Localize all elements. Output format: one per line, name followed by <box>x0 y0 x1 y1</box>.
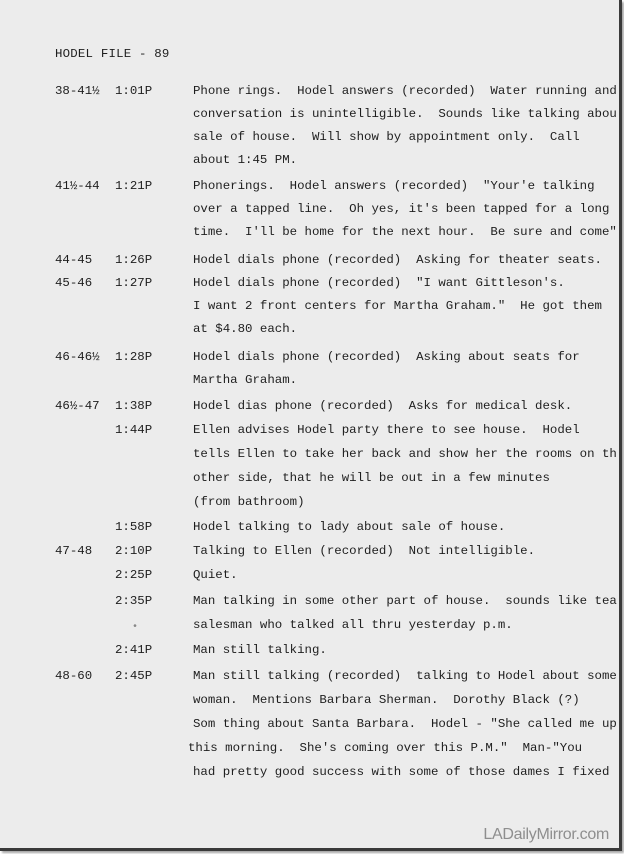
entry-text-line: over a tapped line. Oh yes, it's been tapped for a long <box>193 202 610 216</box>
entry-time: 1:38P <box>115 399 153 413</box>
entry-text-line: Hodel dials phone (recorded) Asking for theater seats. <box>193 253 602 267</box>
entry-text-line: Man still talking. <box>193 643 327 657</box>
entry-time: 2:35P <box>115 594 153 608</box>
entry-text-line: I want 2 front centers for Martha Graham." He got them <box>193 299 602 313</box>
entry-time: 1:27P <box>115 276 153 290</box>
entry-text-line: Hodel dias phone (recorded) Asks for medical desk. <box>193 399 573 413</box>
entry-text-line: Quiet. <box>193 568 238 582</box>
entry-text-line: Hodel talking to lady about sale of house. <box>193 520 506 534</box>
entry-time: 1:44P <box>115 423 153 437</box>
entry-range: 48-60 <box>55 669 93 683</box>
entry-text-line: about 1:45 PM. <box>193 153 298 167</box>
entry-text-line: Talking to Ellen (recorded) Not intelligible. <box>193 544 536 558</box>
entry-time: 2:10P <box>115 544 153 558</box>
entry-text-line: time. I'll be home for the next hour. Be sure and come" <box>193 225 617 239</box>
entry-text-line: Man still talking (recorded) talking to Hodel about some <box>193 669 617 683</box>
entry-text-line: salesman who talked all thru yesterday p.m. <box>193 618 513 632</box>
entry-time: 2:41P <box>115 643 153 657</box>
entry-range: 38-41½ <box>55 84 100 98</box>
entry-time: 1:01P <box>115 84 153 98</box>
entry-text-line: Phonerings. Hodel answers (recorded) "Your'e talking <box>193 179 595 193</box>
entry-text-line: conversation is unintelligible. Sounds like talking abou <box>193 107 617 121</box>
entry-text-line: Som thing about Santa Barbara. Hodel - "She called me up <box>193 717 617 731</box>
entry-text-line: Man talking in some other part of house. sounds like tea <box>193 594 617 608</box>
entry-time: 1:21P <box>115 179 153 193</box>
entry-range: 46-46½ <box>55 350 100 364</box>
entry-range: 44-45 <box>55 253 93 267</box>
entry-range: 46½-47 <box>55 399 100 413</box>
entry-range: 41½-44 <box>55 179 100 193</box>
entry-range: 47-48 <box>55 544 93 558</box>
entry-text-line: Hodel dials phone (recorded) Asking about seats for <box>193 350 580 364</box>
entry-text-line: had pretty good success with some of those dames I fixed <box>193 765 610 779</box>
entry-text-line: other side, that he will be out in a few minutes <box>193 471 550 485</box>
entry-text-line: Ellen advises Hodel party there to see house. Hodel <box>193 423 580 437</box>
entry-time: 1:26P <box>115 253 153 267</box>
entry-time: 2:45P <box>115 669 153 683</box>
watermark: LADailyMirror.com <box>483 826 609 843</box>
entry-text-line: this morning. She's coming over this P.M." Man-"You <box>188 741 583 755</box>
entry-range: 45-46 <box>55 276 93 290</box>
entry-text-line: Martha Graham. <box>193 373 298 387</box>
document-title: HODEL FILE - 89 <box>55 47 170 61</box>
entry-time: 1:58P <box>115 520 153 534</box>
entry-text-line: woman. Mentions Barbara Sherman. Dorothy Black (?) <box>193 693 580 707</box>
entry-time: 2:25P <box>115 568 153 582</box>
entry-time: 1:28P <box>115 350 153 364</box>
entry-text-line: sale of house. Will show by appointment only. Call <box>193 130 580 144</box>
entry-text-line: at $4.80 each. <box>193 322 298 336</box>
stray-mark: • <box>132 622 139 633</box>
entry-text-line: (from bathroom) <box>193 495 305 509</box>
entry-text-line: tells Ellen to take her back and show her the rooms on th <box>193 447 617 461</box>
entry-text-line: Hodel dials phone (recorded) "I want Gittleson's. <box>193 276 565 290</box>
entry-text-line: Phone rings. Hodel answers (recorded) Water running and <box>193 84 617 98</box>
